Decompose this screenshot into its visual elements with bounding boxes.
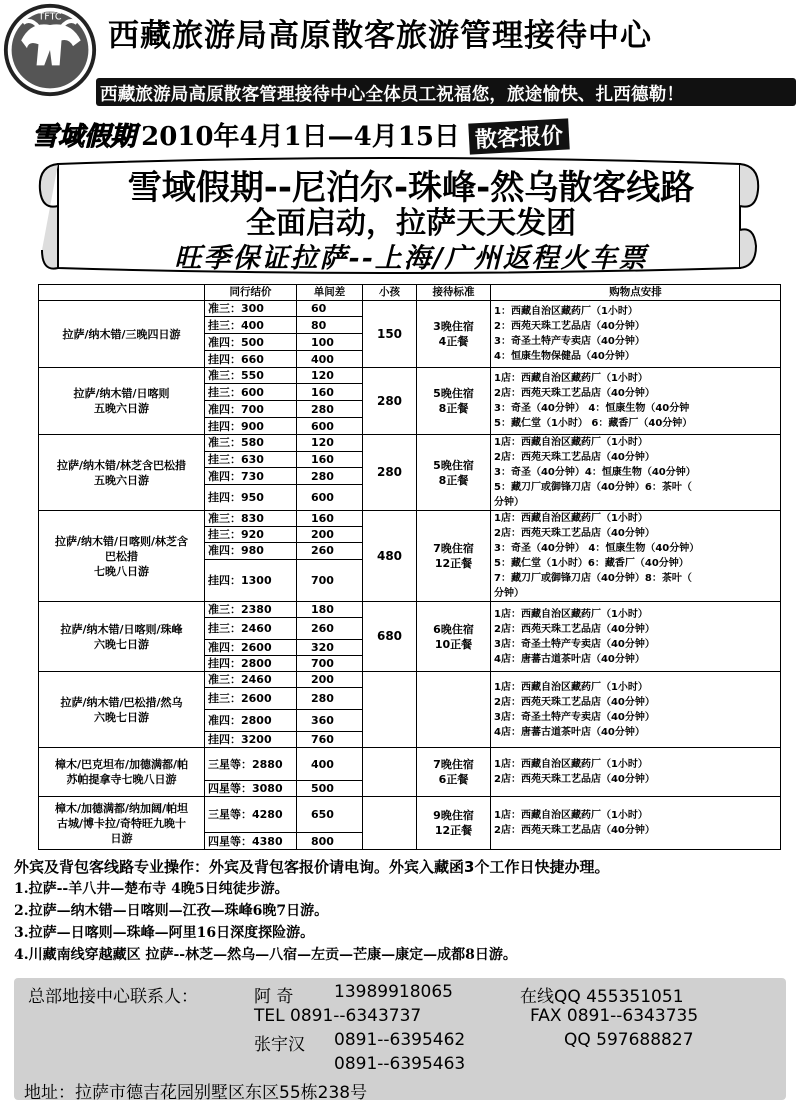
notes-section [14, 856, 794, 966]
shops-cell [491, 797, 781, 850]
stay-standard-cell: 9晚住宿 12正餐 [417, 797, 491, 850]
price-cell: 准三：550 [205, 368, 297, 384]
child-price-cell: 480 [363, 511, 417, 602]
header-child: 小孩 [363, 285, 417, 301]
contact-qq-1: 在线QQ 455351051 [520, 987, 684, 1007]
shops-cell [491, 602, 781, 672]
banner-line1: 雪域假期--尼泊尔-珠峰-然乌散客线路 [127, 168, 695, 208]
price-cell: 准四：500 [205, 334, 297, 351]
price-cell: 挂四：660 [205, 351, 297, 368]
price-cell: 挂四：1300 [205, 559, 297, 601]
shop-item: 3店：奇圣土特产专卖店（40分钟） [494, 638, 655, 650]
shop-item: 5：藏刀厂或御锋刀店（40分钟）6：茶叶（ [494, 482, 692, 493]
route-name-cell: 樟木/巴克坦布/加德满都/帕 苏帕提拿寺七晚八日游 [39, 748, 205, 797]
single-supplement-cell: 160 [297, 511, 363, 527]
child-price-cell: 150 [363, 301, 417, 368]
price-cell: 挂三：600 [205, 384, 297, 401]
single-supplement-cell: 700 [297, 559, 363, 601]
contact-fax: FAX 0891--6343735 [530, 1006, 699, 1026]
table-row [39, 368, 781, 384]
shop-item: 4：恒康生物保健品（40分钟） [494, 351, 635, 362]
banner-line3: 旺季保证拉萨--上海/广州返程火车票 [174, 243, 648, 274]
price-cell: 挂三：630 [205, 451, 297, 468]
promo-dates: 2010年4月1日—4月15日 [141, 122, 460, 152]
shop-item: 4店：唐蕃古道茶叶店（40分钟） [494, 653, 645, 665]
price-cell: 准三：300 [205, 301, 297, 317]
yak-logo-icon [2, 2, 98, 98]
price-cell: 准四：2600 [205, 640, 297, 656]
price-cell: 挂三：2600 [205, 688, 297, 710]
shop-item: 5：藏仁堂（1小时） 6：藏香厂（40分钟） [494, 418, 693, 429]
banner-line2: 全面启动，拉萨天天发团 [246, 206, 576, 241]
single-supplement-cell: 280 [297, 401, 363, 418]
shop-item: 1店：西藏自治区藏药厂（1小时） [494, 681, 648, 693]
single-supplement-cell: 700 [297, 656, 363, 672]
contact-phone-2: 0891--6395462 [334, 1030, 466, 1050]
contact-phone-3: 0891--6395463 [334, 1054, 466, 1074]
shop-item: 2店：西苑天珠工艺品店（40分钟） [494, 388, 655, 399]
single-supplement-cell: 100 [297, 334, 363, 351]
shop-item: 分钟） [494, 497, 524, 508]
contact-address: 地址：拉萨市德吉花园别墅区东区55栋238号 [24, 1083, 368, 1103]
single-supplement-cell: 200 [297, 672, 363, 688]
route-name-cell: 拉萨/纳木错/巴松措/然乌 六晚七日游 [39, 672, 205, 748]
single-supplement-cell: 180 [297, 602, 363, 618]
header-single: 单间差 [297, 285, 363, 301]
price-cell: 挂四：900 [205, 418, 297, 435]
shop-item: 1：西藏自治区藏药厂（1小时） [494, 306, 638, 317]
child-price-cell [363, 748, 417, 797]
price-cell: 四星等：3080 [205, 781, 297, 797]
price-cell: 挂三：920 [205, 527, 297, 543]
single-supplement-cell: 320 [297, 640, 363, 656]
single-supplement-cell: 80 [297, 317, 363, 334]
table-body [39, 301, 781, 850]
shop-item: 3：奇圣（40分钟） 4：恒康生物（40分钟） [494, 543, 700, 554]
shop-item: 分钟） [494, 588, 524, 599]
single-supplement-cell: 650 [297, 797, 363, 833]
price-cell: 三星等：2880 [205, 748, 297, 781]
shops-cell [491, 672, 781, 748]
table-row [39, 435, 781, 452]
page-title: 西藏旅游局高原散客旅游管理接待中心 [108, 18, 652, 54]
single-supplement-cell: 760 [297, 732, 363, 748]
shops-cell [491, 301, 781, 368]
shop-item: 4店：唐蕃古道茶叶店（40分钟） [494, 726, 645, 738]
shop-item: 1店：西藏自治区藏药厂（1小时） [494, 810, 648, 821]
promo-brand: 雪域假期 [32, 122, 137, 152]
table-row [39, 797, 781, 833]
table-row [39, 511, 781, 527]
stay-standard-cell: 5晚住宿 8正餐 [417, 435, 491, 511]
header-price: 同行结价 [205, 285, 297, 301]
contact-tel: TEL 0891--6343737 [254, 1006, 422, 1026]
price-cell: 准四：2800 [205, 710, 297, 732]
price-cell: 挂四：950 [205, 484, 297, 510]
single-supplement-cell: 280 [297, 468, 363, 485]
child-price-cell: 680 [363, 602, 417, 672]
table-row [39, 748, 781, 781]
contact-name-2: 张宇汉 [254, 1035, 305, 1055]
route-name-cell: 拉萨/纳木错/日喀则/林芝含 巴松措 七晚八日游 [39, 511, 205, 602]
shops-cell [491, 511, 781, 602]
contact-name-1: 阿 奇 [254, 987, 294, 1007]
slogan-text: 西藏旅游局高原散客管理接待中心全体员工祝福您，旅途愉快、扎西德勒！ [100, 85, 685, 105]
stay-standard-cell [417, 672, 491, 748]
price-cell: 准四：700 [205, 401, 297, 418]
price-cell: 三星等：4280 [205, 797, 297, 833]
price-cell: 准三：580 [205, 435, 297, 452]
child-price-cell: 280 [363, 368, 417, 435]
shop-item: 1店：西藏自治区藏药厂（1小时） [494, 608, 648, 620]
shop-item: 1店：西藏自治区藏药厂（1小时） [494, 513, 648, 524]
promo-row [32, 116, 569, 154]
svg-text:TFTC: TFTC [38, 11, 62, 23]
price-cell: 准三：2460 [205, 672, 297, 688]
single-supplement-cell: 200 [297, 527, 363, 543]
price-cell: 准四：980 [205, 543, 297, 559]
shops-cell [491, 435, 781, 511]
price-cell: 准四：730 [205, 468, 297, 485]
single-supplement-cell: 600 [297, 418, 363, 435]
note-item: 3.拉萨—日喀则—珠峰—阿里16日深度探险游。 [14, 925, 315, 941]
shop-item: 1店：西藏自治区藏药厂（1小时） [494, 437, 648, 448]
shop-item: 3：奇圣（40分钟）4：恒康生物（40分钟） [494, 467, 696, 478]
route-name-cell: 拉萨/纳木错/三晚四日游 [39, 301, 205, 368]
route-name-cell: 拉萨/纳木错/林芝含巴松措 五晚六日游 [39, 435, 205, 511]
shop-item: 2店：西苑天珠工艺品店（40分钟） [494, 528, 655, 539]
price-cell: 挂三：2460 [205, 618, 297, 640]
child-price-cell [363, 672, 417, 748]
single-supplement-cell: 360 [297, 710, 363, 732]
stay-standard-cell: 7晚住宿 6正餐 [417, 748, 491, 797]
shop-item: 5：藏仁堂（1小时）6：藏香厂（40分钟） [494, 558, 689, 569]
shop-item: 2店：西苑天珠工艺品店（40分钟） [494, 452, 655, 463]
table-row [39, 672, 781, 688]
price-table [38, 284, 781, 850]
shop-item: 7：藏刀厂或御锋刀店（40分钟）8：茶叶（ [494, 573, 692, 584]
shops-cell [491, 748, 781, 797]
stay-standard-cell: 3晚住宿 4正餐 [417, 301, 491, 368]
shop-item: 1店：西藏自治区藏药厂（1小时） [494, 759, 648, 770]
shop-item: 2店：西苑天珠工艺品店（40分钟） [494, 825, 655, 836]
single-supplement-cell: 260 [297, 543, 363, 559]
note-item: 1.拉萨--羊八井—楚布寺 4晚5日纯徒步游。 [14, 881, 289, 897]
price-cell: 挂四：2800 [205, 656, 297, 672]
single-supplement-cell: 120 [297, 435, 363, 452]
single-supplement-cell: 260 [297, 618, 363, 640]
route-name-cell: 樟木/加德满都/纳加阔/帕坦 古城/博卡拉/奇特旺九晚十 日游 [39, 797, 205, 850]
header-standard: 接待标准 [417, 285, 491, 301]
stay-standard-cell: 7晚住宿 12正餐 [417, 511, 491, 602]
shop-item: 2店：西苑天珠工艺品店（40分钟） [494, 774, 655, 785]
note-item: 4.川藏南线穿越藏区 拉萨--林芝—然乌—八宿—左贡—芒康—康定—成都8日游。 [14, 947, 517, 963]
route-name-cell: 拉萨/纳木错/日喀则 五晚六日游 [39, 368, 205, 435]
single-supplement-cell: 280 [297, 688, 363, 710]
contact-mobile-1: 13989918065 [334, 982, 453, 1002]
price-cell: 挂四：3200 [205, 732, 297, 748]
table-row [39, 602, 781, 618]
price-cell: 准三：830 [205, 511, 297, 527]
stay-standard-cell: 6晚住宿 10正餐 [417, 602, 491, 672]
contact-box [14, 978, 786, 1103]
single-supplement-cell: 800 [297, 833, 363, 850]
price-cell: 四星等：4380 [205, 833, 297, 850]
notes-heading: 外宾及背包客线路专业操作：外宾及背包客报价请电询。外宾入藏函3个工作日快捷办理。 [14, 858, 610, 876]
shop-item: 3：奇圣土特产专卖店（40分钟） [494, 336, 645, 347]
header-route [39, 285, 205, 301]
table-row [39, 301, 781, 317]
contact-label: 总部地接中心联系人： [28, 987, 198, 1007]
stay-standard-cell: 5晚住宿 8正餐 [417, 368, 491, 435]
price-cell: 准三：2380 [205, 602, 297, 618]
header-shops: 购物点安排 [491, 285, 781, 301]
route-name-cell: 拉萨/纳木错/日喀则/珠峰 六晚七日游 [39, 602, 205, 672]
shop-item: 2店：西苑天珠工艺品店（40分钟） [494, 696, 655, 708]
promo-tag: 散客报价 [468, 118, 570, 154]
single-supplement-cell: 400 [297, 351, 363, 368]
single-supplement-cell: 60 [297, 301, 363, 317]
single-supplement-cell: 400 [297, 748, 363, 781]
shop-item: 3：奇圣（40分钟） 4：恒康生物（40分钟 [494, 403, 690, 414]
shop-item: 2：西苑天珠工艺品店（40分钟） [494, 321, 645, 332]
single-supplement-cell: 500 [297, 781, 363, 797]
single-supplement-cell: 120 [297, 368, 363, 384]
table-header-row [39, 285, 781, 301]
child-price-cell [363, 797, 417, 850]
child-price-cell: 280 [363, 435, 417, 511]
shop-item: 1店：西藏自治区藏药厂（1小时） [494, 373, 648, 384]
shops-cell [491, 368, 781, 435]
shop-item: 2店：西苑天珠工艺品店（40分钟） [494, 623, 655, 635]
shop-item: 3店：奇圣土特产专卖店（40分钟） [494, 711, 655, 723]
single-supplement-cell: 160 [297, 451, 363, 468]
contact-qq-2: QQ 597688827 [564, 1030, 694, 1050]
single-supplement-cell: 160 [297, 384, 363, 401]
price-cell: 挂三：400 [205, 317, 297, 334]
note-item: 2.拉萨—纳木错—日喀则—江孜—珠峰6晚7日游。 [14, 903, 329, 919]
single-supplement-cell: 600 [297, 484, 363, 510]
